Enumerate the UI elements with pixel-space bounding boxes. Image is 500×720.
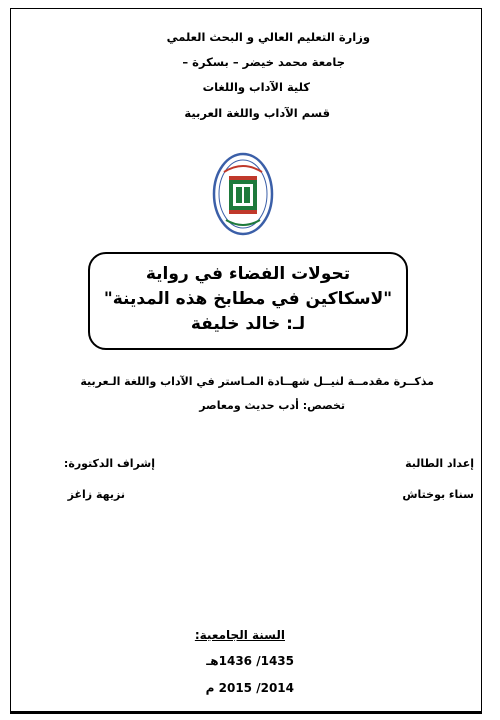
page-border-bottom — [10, 711, 482, 714]
supervisor-name: نزيهة زاغز — [67, 488, 125, 501]
gregorian-year: 2014/ 2015 م — [205, 681, 294, 695]
memo-description: مذكــرة مقدمــة لنيــل شهــادة المـاستر في الآداب واللغة الـعربية — [80, 375, 434, 388]
ministry-line: وزارة التعليم العالي و البحث العلمي — [166, 30, 370, 44]
department-line: قسم الآداب واللغة العربية — [184, 106, 330, 120]
supervisor-label: إشراف الدكتورة: — [63, 457, 155, 470]
university-line: جامعة محمد خيضر – بسكرة – — [182, 55, 345, 69]
faculty-line: كلية الآداب واللغات — [202, 80, 310, 94]
student-name: سناء بوختاش — [402, 488, 474, 501]
specialty-line: تخصص: أدب حديث ومعاصر — [199, 399, 345, 412]
title-line-2: "لاسكاكين في مطابخ هذه المدينة" — [103, 289, 393, 309]
title-line-1: تحولات الفضاء في رواية — [145, 264, 351, 284]
title-line-3: لـ: خالد خليفة — [190, 314, 306, 334]
academic-year-label: السنة الجامعية: — [194, 628, 285, 642]
hijri-year: 1435/ 1436هـ — [206, 654, 294, 668]
student-label: إعداد الطالبة — [405, 457, 474, 470]
university-seal-icon — [212, 150, 274, 238]
thesis-title-box — [88, 252, 408, 350]
